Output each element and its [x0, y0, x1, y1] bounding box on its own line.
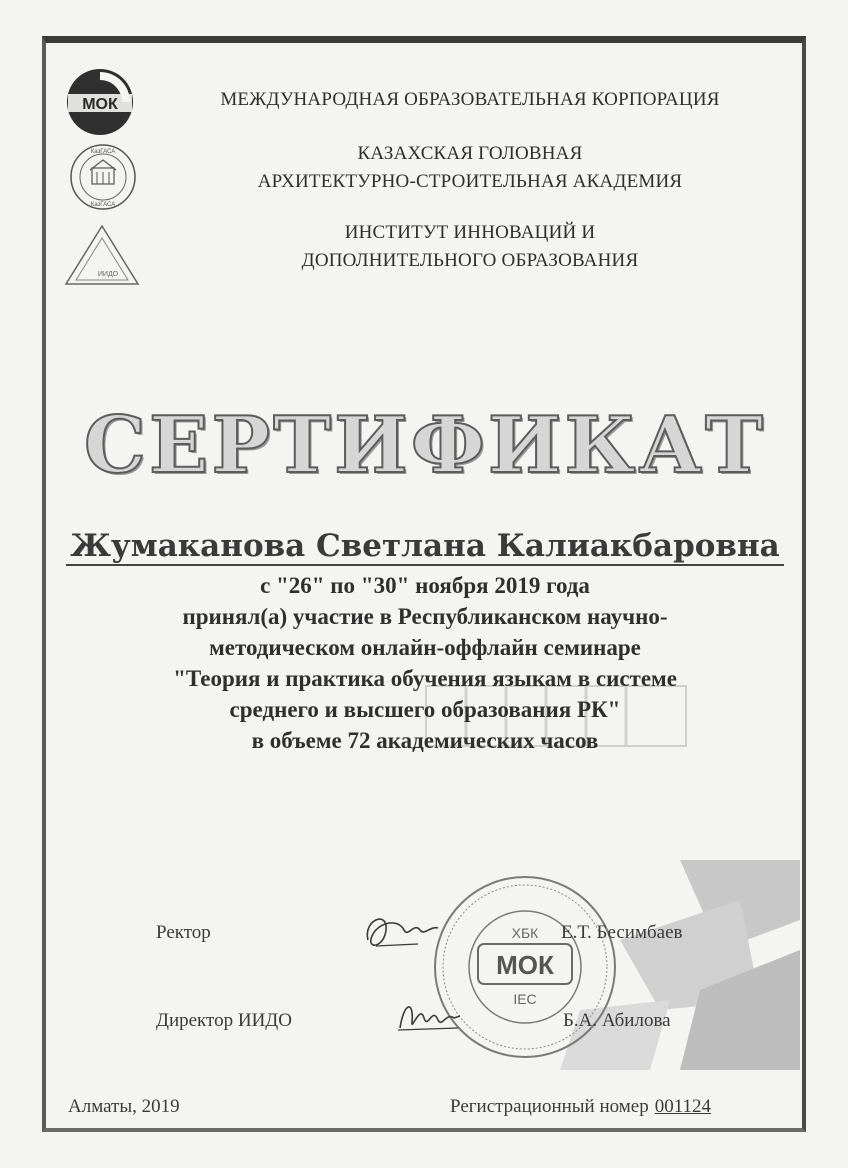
registration-number-value: 001124 [654, 1096, 712, 1117]
org-header-1 [140, 86, 800, 114]
recipient-name-text: Жумаканова Светлана Калиакбаровна [66, 528, 784, 566]
director-label: Директор ИИДО [156, 1010, 292, 1031]
seal-bottom-text: КазГАСА [90, 202, 116, 208]
recipient-name [60, 528, 790, 564]
rector-label: Ректор [156, 922, 211, 943]
triangle-logo-text: ИИДО [97, 271, 119, 278]
stamp-top-text: ХБК [511, 925, 539, 941]
mok-logo [64, 66, 136, 138]
rector-signature [358, 900, 448, 960]
director-name: Б.А. Абилова [563, 1010, 671, 1031]
certificate-title: СЕРТИФИКАТ [83, 400, 767, 491]
registration-label: Регистрационный номер [450, 1096, 649, 1117]
org-line: ДОПОЛНИТЕЛЬНОГО ОБРАЗОВАНИЯ [301, 250, 639, 271]
city-year: Алматы, 2019 [68, 1096, 180, 1117]
certificate-body [60, 570, 790, 756]
director-signature [394, 992, 464, 1040]
seal-top-text: КазГАСА [90, 149, 116, 155]
body-line-hours: в объеме 72 академических часов [251, 728, 599, 753]
iido-triangle-logo [62, 222, 142, 288]
stamp-center-text: МОК [496, 950, 554, 980]
body-line-dates: с "26" по "30" ноября 2019 года [260, 573, 590, 598]
body-line: среднего и высшего образования РК" [229, 697, 621, 722]
rector-name: Е.Т. Бесимбаев [561, 922, 683, 943]
org-line: КАЗАХСКАЯ ГОЛОВНАЯ [357, 143, 583, 164]
org-header-3 [140, 219, 800, 275]
body-line: методическом онлайн-оффлайн семинаре [209, 635, 641, 660]
org-header-2 [140, 140, 800, 196]
mok-logo-text: МОК [82, 96, 118, 113]
body-line: принял(а) участие в Республиканском научно- [182, 604, 668, 629]
body-line: "Теория и практика обучения языкам в системе [173, 666, 677, 691]
org-line: МЕЖДУНАРОДНАЯ ОБРАЗОВАТЕЛЬНАЯ КОРПОРАЦИЯ [220, 89, 720, 110]
kazgasa-seal-logo [68, 142, 138, 212]
org-line: ИНСТИТУТ ИННОВАЦИЙ И [344, 222, 596, 243]
stamp-bottom-text: IEC [513, 991, 537, 1007]
org-line: АРХИТЕКТУРНО-СТРОИТЕЛЬНАЯ АКАДЕМИЯ [257, 171, 683, 192]
registration-number [450, 1096, 711, 1118]
